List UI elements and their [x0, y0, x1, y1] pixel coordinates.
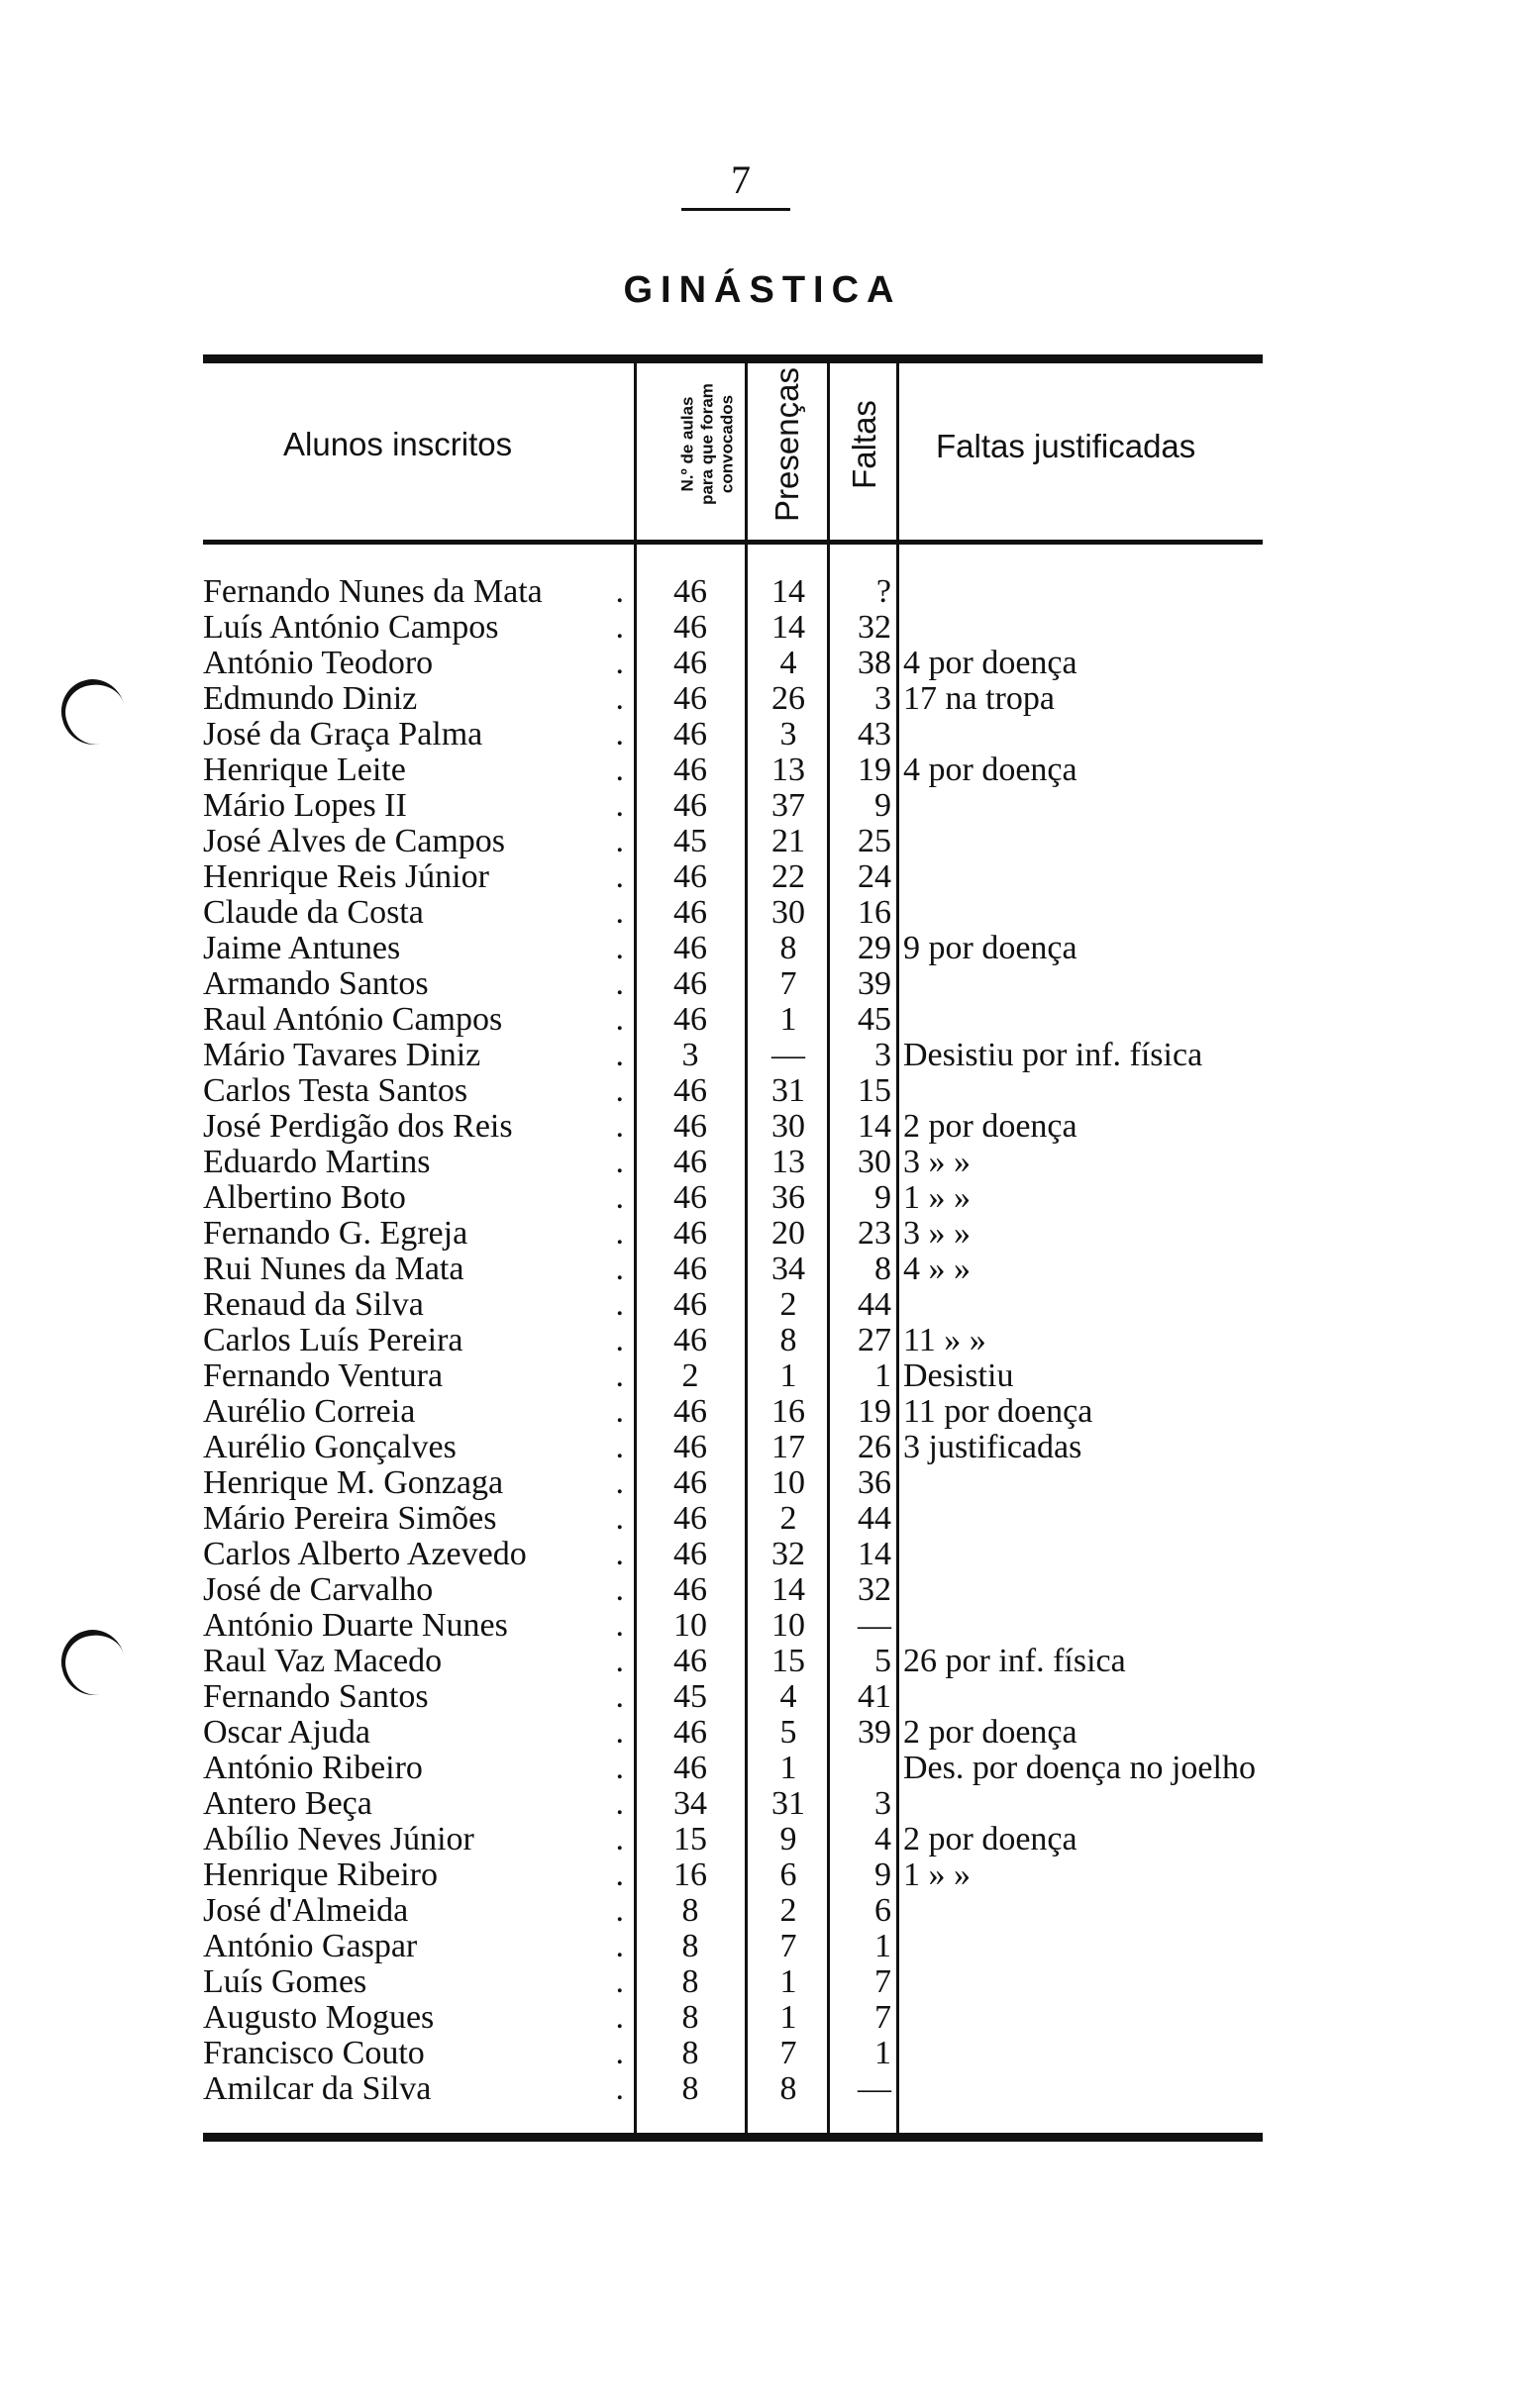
dot-leader: . [615, 1322, 624, 1358]
sessions-cell: 46 [673, 1714, 707, 1751]
dot-leader: . [615, 1750, 624, 1786]
sessions-cell: 46 [673, 1179, 707, 1216]
header-sessions-line-3: convocados [717, 394, 737, 494]
sessions-cell: 8 [681, 1999, 699, 2036]
table-row [0, 1323, 1537, 1358]
sessions-cell: 10 [673, 1607, 707, 1644]
absences-cell: 15 [858, 1072, 891, 1109]
presences-cell: 1 [779, 1963, 797, 2000]
table-row [0, 824, 1537, 859]
justified-cell: 3 » » [903, 1144, 971, 1180]
presences-cell: 2 [779, 1500, 797, 1537]
table-row [0, 1038, 1537, 1073]
dot-leader: . [615, 645, 624, 681]
justified-cell: 4 por doença [903, 752, 1077, 788]
table-row [0, 574, 1537, 610]
table-row [0, 859, 1537, 895]
dot-leader: . [615, 894, 624, 931]
dot-leader: . [615, 1001, 624, 1038]
sessions-cell: 46 [673, 894, 707, 931]
table-row [0, 1287, 1537, 1323]
table-row [0, 2036, 1537, 2071]
presences-cell: 31 [771, 1072, 805, 1109]
table-row [0, 1109, 1537, 1145]
student-name: Luís António Campos [203, 610, 499, 646]
student-name: Mário Tavares Diniz [203, 1038, 481, 1073]
presences-cell: 31 [771, 1785, 805, 1822]
sessions-cell: 46 [673, 1144, 707, 1180]
justified-cell: 26 por inf. física [903, 1643, 1126, 1679]
absences-cell: 9 [874, 1179, 891, 1216]
absences-cell: 1 [874, 2035, 891, 2071]
presences-cell: 7 [779, 1928, 797, 1964]
presences-cell: 7 [779, 2035, 797, 2071]
student-name: Eduardo Martins [203, 1145, 431, 1180]
sessions-cell: 46 [673, 858, 707, 895]
dot-leader: . [615, 1999, 624, 2036]
presences-cell: 1 [779, 1357, 797, 1394]
absences-cell: 30 [858, 1144, 891, 1180]
table-row [0, 1857, 1537, 1893]
absences-cell: 14 [858, 1536, 891, 1572]
student-name: António Duarte Nunes [203, 1608, 508, 1644]
student-name: Raul António Campos [203, 1002, 503, 1038]
table-bottom-rule [203, 2133, 1263, 2142]
sessions-cell: 15 [673, 1821, 707, 1857]
header-justified: Faltas justificadas [936, 428, 1196, 464]
sessions-cell: 16 [673, 1856, 707, 1893]
sessions-cell: 8 [681, 1892, 699, 1929]
presences-cell: 22 [771, 858, 805, 895]
presences-cell: 13 [771, 752, 805, 788]
student-name: Antero Beça [203, 1786, 372, 1822]
dot-leader: . [615, 1963, 624, 2000]
absences-cell: — [858, 2070, 891, 2107]
presences-cell: 26 [771, 680, 805, 717]
table-row [0, 1073, 1537, 1109]
student-name: Henrique Leite [203, 752, 406, 788]
presences-cell: 1 [779, 1999, 797, 2036]
sessions-cell: 46 [673, 1643, 707, 1679]
header-presences: Presenças [768, 367, 805, 522]
student-name: Carlos Luís Pereira [203, 1323, 463, 1358]
dot-leader: . [615, 1785, 624, 1822]
student-name: Jaime Antunes [203, 931, 401, 966]
presences-cell: 8 [779, 930, 797, 966]
sessions-cell: 2 [681, 1357, 699, 1394]
table-row [0, 717, 1537, 752]
student-name: Fernando Santos [203, 1679, 429, 1715]
presences-cell: 21 [771, 823, 805, 859]
absences-cell: 1 [874, 1928, 891, 1964]
table-row [0, 1145, 1537, 1180]
table-row [0, 1572, 1537, 1608]
student-name: Oscar Ajuda [203, 1715, 371, 1751]
sessions-cell: 8 [681, 1963, 699, 2000]
presences-cell: 10 [771, 1607, 805, 1644]
absences-cell: 41 [858, 1678, 891, 1715]
presences-cell: 15 [771, 1643, 805, 1679]
absences-cell: 7 [874, 1999, 891, 2036]
dot-leader: . [615, 1179, 624, 1216]
presences-cell: 32 [771, 1536, 805, 1572]
sessions-cell: 45 [673, 823, 707, 859]
table-row [0, 1644, 1537, 1679]
table-row [0, 1964, 1537, 2000]
absences-cell: 5 [874, 1643, 891, 1679]
sessions-cell: 45 [673, 1678, 707, 1715]
table-row [0, 681, 1537, 717]
student-name: Albertino Boto [203, 1180, 406, 1216]
table-row [0, 1751, 1537, 1786]
absences-cell: 16 [858, 894, 891, 931]
sessions-cell: 46 [673, 1108, 707, 1145]
dot-leader: . [615, 1357, 624, 1394]
table-row [0, 1893, 1537, 1929]
presences-cell: 5 [779, 1714, 797, 1751]
sessions-cell: 46 [673, 573, 707, 610]
absences-cell: 39 [858, 965, 891, 1002]
presences-cell: 1 [779, 1001, 797, 1038]
page-number-rule [681, 208, 790, 211]
table-row [0, 2000, 1537, 2036]
student-name: Luís Gomes [203, 1964, 367, 2000]
presences-cell: 16 [771, 1393, 805, 1430]
sessions-cell: 46 [673, 1536, 707, 1572]
absences-cell: 26 [858, 1429, 891, 1465]
absences-cell: 1 [874, 1357, 891, 1394]
student-name: Fernando Nunes da Mata [203, 574, 543, 610]
dot-leader: . [615, 2070, 624, 2107]
dot-leader: . [615, 1429, 624, 1465]
student-name: José d'Almeida [203, 1893, 409, 1929]
presences-cell: 2 [779, 1286, 797, 1323]
presences-cell: 6 [779, 1856, 797, 1893]
dot-leader: . [615, 930, 624, 966]
absences-cell: 44 [858, 1286, 891, 1323]
sessions-cell: 46 [673, 1322, 707, 1358]
justified-cell: 11 por doença [903, 1393, 1093, 1430]
table-row [0, 1394, 1537, 1430]
sessions-cell: 46 [673, 930, 707, 966]
justified-cell: Desistiu por inf. física [903, 1037, 1203, 1073]
absences-cell: 19 [858, 752, 891, 788]
dot-leader: . [615, 1714, 624, 1751]
dot-leader: . [615, 1607, 624, 1644]
dot-leader: . [615, 1393, 624, 1430]
sessions-cell: 46 [673, 645, 707, 681]
presences-cell: 37 [771, 787, 805, 824]
absences-cell: 45 [858, 1001, 891, 1038]
presences-cell: 17 [771, 1429, 805, 1465]
student-name: Henrique M. Gonzaga [203, 1465, 504, 1501]
sessions-cell: 46 [673, 1251, 707, 1287]
absences-cell: 9 [874, 1856, 891, 1893]
student-name: Aurélio Gonçalves [203, 1430, 457, 1465]
absences-cell: ? [875, 573, 891, 610]
presences-cell: 13 [771, 1144, 805, 1180]
presences-cell: 30 [771, 1108, 805, 1145]
dot-leader: . [615, 1286, 624, 1323]
table-row [0, 1537, 1537, 1572]
justified-cell: 2 por doença [903, 1821, 1077, 1857]
header-students: Alunos inscritos [283, 426, 513, 462]
justified-cell: Des. por doença no joelho [903, 1750, 1256, 1786]
header-bottom-rule [203, 540, 1263, 545]
sessions-cell: 46 [673, 1393, 707, 1430]
student-name: Abílio Neves Júnior [203, 1822, 474, 1857]
student-name: José da Graça Palma [203, 717, 483, 752]
student-name: António Gaspar [203, 1929, 418, 1964]
justified-cell: 1 » » [903, 1856, 971, 1893]
dot-leader: . [615, 752, 624, 788]
student-name: Claude da Costa [203, 895, 424, 931]
table-row [0, 1715, 1537, 1751]
justified-cell: 4 por doença [903, 645, 1077, 681]
dot-leader: . [615, 680, 624, 717]
justified-cell: 11 » » [903, 1322, 986, 1358]
page-number: 7 [731, 157, 751, 202]
student-name: José de Carvalho [203, 1572, 434, 1608]
sessions-cell: 46 [673, 1571, 707, 1608]
dot-leader: . [615, 1856, 624, 1893]
absences-cell: 43 [858, 716, 891, 752]
student-name: Carlos Alberto Azevedo [203, 1537, 527, 1572]
student-name: António Ribeiro [203, 1751, 423, 1786]
absences-cell: 32 [858, 609, 891, 646]
table-row [0, 966, 1537, 1002]
table-row [0, 1679, 1537, 1715]
sessions-cell: 34 [673, 1785, 707, 1822]
absences-cell: 29 [858, 930, 891, 966]
sessions-cell: 46 [673, 1072, 707, 1109]
student-name: Mário Lopes II [203, 788, 407, 824]
student-name: Francisco Couto [203, 2036, 425, 2071]
presences-cell: 1 [779, 1750, 797, 1786]
justified-cell: 1 » » [903, 1179, 971, 1216]
table-row [0, 1430, 1537, 1465]
sessions-cell: 46 [673, 1215, 707, 1252]
student-name: Mário Pereira Simões [203, 1501, 497, 1537]
absences-cell: 3 [874, 680, 891, 717]
dot-leader: . [615, 1500, 624, 1537]
presences-cell: 34 [771, 1251, 805, 1287]
presences-cell: 10 [771, 1464, 805, 1501]
table-row [0, 1822, 1537, 1857]
student-name: Augusto Mogues [203, 2000, 435, 2036]
table-row [0, 1608, 1537, 1644]
absences-cell: 14 [858, 1108, 891, 1145]
justified-cell: 3 » » [903, 1215, 971, 1252]
presences-cell: 20 [771, 1215, 805, 1252]
absences-cell: 24 [858, 858, 891, 895]
table-row [0, 1180, 1537, 1216]
absences-cell: 36 [858, 1464, 891, 1501]
dot-leader: . [615, 1037, 624, 1073]
table-row [0, 931, 1537, 966]
student-name: Henrique Ribeiro [203, 1857, 438, 1893]
presences-cell: 8 [779, 2070, 797, 2107]
table-row [0, 895, 1537, 931]
sessions-cell: 46 [673, 609, 707, 646]
absences-cell: 8 [874, 1251, 891, 1287]
presences-cell: 3 [779, 716, 797, 752]
absences-cell: 6 [874, 1892, 891, 1929]
dot-leader: . [615, 609, 624, 646]
dot-leader: . [615, 823, 624, 859]
dot-leader: . [615, 2035, 624, 2071]
header-sessions-line-1: N.º de aulas [677, 396, 697, 492]
table-row [0, 1216, 1537, 1252]
absences-cell: 27 [858, 1322, 891, 1358]
absences-cell: 23 [858, 1215, 891, 1252]
presences-cell: 7 [779, 965, 797, 1002]
presences-cell: 2 [779, 1892, 797, 1929]
dot-leader: . [615, 787, 624, 824]
header-sessions-line-2: para que foram [697, 383, 717, 505]
sessions-cell: 46 [673, 1429, 707, 1465]
table-row [0, 2071, 1537, 2107]
sessions-cell: 46 [673, 680, 707, 717]
sessions-cell: 46 [673, 1001, 707, 1038]
presences-cell: 30 [771, 894, 805, 931]
table-row [0, 1929, 1537, 1964]
presences-cell: 36 [771, 1179, 805, 1216]
sessions-cell: 46 [673, 965, 707, 1002]
presences-cell: 9 [779, 1821, 797, 1857]
presences-cell: 14 [771, 1571, 805, 1608]
student-name: Fernando G. Egreja [203, 1216, 468, 1252]
absences-cell: 4 [874, 1821, 891, 1857]
dot-leader: . [615, 1643, 624, 1679]
sessions-cell: 8 [681, 2035, 699, 2071]
student-name: António Teodoro [203, 646, 434, 681]
student-name: Henrique Reis Júnior [203, 859, 489, 895]
table-row [0, 646, 1537, 681]
student-name: Rui Nunes da Mata [203, 1252, 464, 1287]
absences-cell: 38 [858, 645, 891, 681]
header-absences: Faltas [846, 400, 882, 489]
sessions-cell: 46 [673, 1464, 707, 1501]
table-row [0, 610, 1537, 646]
dot-leader: . [615, 1536, 624, 1572]
table-row [0, 1501, 1537, 1537]
absences-cell: 25 [858, 823, 891, 859]
student-name: Raul Vaz Macedo [203, 1644, 443, 1679]
table-row [0, 1002, 1537, 1038]
student-name: Aurélio Correia [203, 1394, 416, 1430]
dot-leader: . [615, 1892, 624, 1929]
presences-cell: 4 [779, 1678, 797, 1715]
presences-cell: 14 [771, 609, 805, 646]
section-title: GINÁSTICA [623, 269, 902, 311]
dot-leader: . [615, 1678, 624, 1715]
student-name: José Alves de Campos [203, 824, 506, 859]
sessions-cell: 8 [681, 2070, 699, 2107]
absences-cell: 32 [858, 1571, 891, 1608]
table-row [0, 1465, 1537, 1501]
presences-cell: — [771, 1037, 805, 1073]
table-row [0, 1252, 1537, 1287]
absences-cell: 3 [874, 1785, 891, 1822]
absences-cell: 44 [858, 1500, 891, 1537]
justified-cell: 2 por doença [903, 1108, 1077, 1145]
dot-leader: . [615, 858, 624, 895]
dot-leader: . [615, 965, 624, 1002]
justified-cell: 3 justificadas [903, 1429, 1082, 1465]
student-name: Edmundo Diniz [203, 681, 418, 717]
table-row [0, 1786, 1537, 1822]
dot-leader: . [615, 1464, 624, 1501]
absences-cell: — [858, 1607, 891, 1644]
absences-cell: 7 [874, 1963, 891, 2000]
sessions-cell: 46 [673, 752, 707, 788]
sessions-cell: 46 [673, 1500, 707, 1537]
dot-leader: . [615, 1144, 624, 1180]
sessions-cell: 8 [681, 1928, 699, 1964]
table-row [0, 788, 1537, 824]
sessions-cell: 3 [681, 1037, 699, 1073]
table-row [0, 752, 1537, 788]
dot-leader: . [615, 573, 624, 610]
sessions-cell: 46 [673, 1286, 707, 1323]
justified-cell: 2 por doença [903, 1714, 1077, 1751]
dot-leader: . [615, 1108, 624, 1145]
dot-leader: . [615, 1928, 624, 1964]
student-name: Amilcar da Silva [203, 2071, 432, 2107]
absences-cell: 9 [874, 787, 891, 824]
sessions-cell: 46 [673, 787, 707, 824]
student-name: Armando Santos [203, 966, 429, 1002]
presences-cell: 8 [779, 1322, 797, 1358]
table-row [0, 1358, 1537, 1394]
dot-leader: . [615, 1571, 624, 1608]
dot-leader: . [615, 1215, 624, 1252]
student-name: José Perdigão dos Reis [203, 1109, 513, 1145]
presences-cell: 14 [771, 573, 805, 610]
dot-leader: . [615, 1072, 624, 1109]
absences-cell: 3 [874, 1037, 891, 1073]
student-name: Fernando Ventura [203, 1358, 444, 1394]
justified-cell: 4 » » [903, 1251, 971, 1287]
sessions-cell: 46 [673, 716, 707, 752]
student-name: Renaud da Silva [203, 1287, 424, 1323]
dot-leader: . [615, 1821, 624, 1857]
justified-cell: Desistiu [903, 1357, 1014, 1394]
sessions-cell: 46 [673, 1750, 707, 1786]
dot-leader: . [615, 716, 624, 752]
justified-cell: 9 por doença [903, 930, 1077, 966]
absences-cell: 39 [858, 1714, 891, 1751]
justified-cell: 17 na tropa [903, 680, 1055, 717]
student-name: Carlos Testa Santos [203, 1073, 468, 1109]
presences-cell: 4 [779, 645, 797, 681]
dot-leader: . [615, 1251, 624, 1287]
absences-cell: 19 [858, 1393, 891, 1430]
